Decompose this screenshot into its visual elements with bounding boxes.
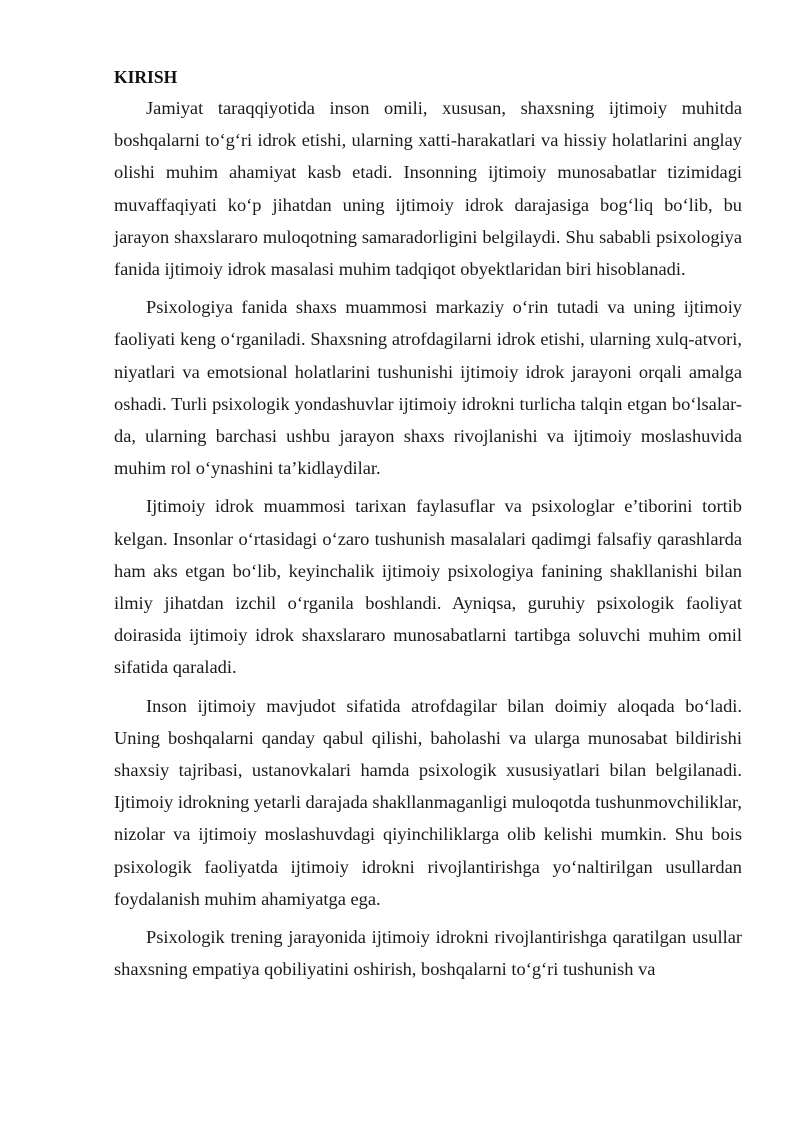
section-heading: KIRISH bbox=[114, 67, 178, 87]
paragraph-4: Inson ijtimoiy mavjudot sifatida atrofdagilar bilan doimiy aloqada bo‘ladi. Uning boshqalarni qanday qabul qilishi, baholashi va ularga munosabat bildirishi shaxsiy tajribasi, ustanovkalari hamda psixologik xususiyatlari bilan belgilanadi. Ijtimoiy idrokning yetarli darajada shakllanmaganligi muloqotda tushunmovchiliklar, nizolar va ijtimoiy moslashuvdagi qiyinchiliklarga olib kelishi mumkin. Shu bois psixologik faoliyatda ijtimoiy idrokni rivojlantirishga yo‘naltirilgan usullardan foydalanish muhim ahamiyatga ega. bbox=[114, 695, 742, 909]
paragraph-2: Psixologiya fanida shaxs muammosi markaziy o‘rin tutadi va uning ijtimoiy faoliyati keng o‘rganiladi. Shaxsning atrofdagilarni idrok etishi, ularning xulq-atvori, niyatlari va emotsional holatlarini tushunishi ijtimoiy idrok jarayoni orqali amalga oshadi. Turli psixologik yondashuvlar ijtimoiy idrokni turlicha talqin etgan bo‘lsalar-da, ularning barchasi ushbu jarayon shaxs rivojlanishi va ijtimoiy moslashuvida muhim rol o‘ynashini ta’kidlaydilar. bbox=[114, 297, 742, 479]
paragraph-3: Ijtimoiy idrok muammosi tarixan faylasuflar va psixologlar e’tiborini tortib kelgan. Insonlar o‘rtasidagi o‘zaro tushunish masalalari qadimgi falsafiy qarashlarda ham aks etgan bo‘lib, keyinchalik ijtimoiy psixologiya fanining shakllanishi bilan ilmiy jihatdan izchil o‘rganila boshlandi. Ayniqsa, guruhiy psixologik faoliyat doirasida ijtimoiy idrok shaxslararo munosabatlarni tartibga soluvchi muhim omil sifatida qaraladi. bbox=[114, 496, 742, 678]
paragraph-1: Jamiyat taraqqiyotida inson omili, xususan, shaxsning ijtimoiy muhitda boshqalarni to‘g‘ri idrok etishi, ularning xatti-harakatlari va hissiy holatlarini anglay olishi muhim ahamiyat kasb etadi. Insonning ijtimoiy munosabatlar tizimidagi muvaffaqiyati ko‘p jihatdan uning ijtimoiy idrok darajasiga bog‘liq bo‘lib, bu jarayon shaxslararo muloqotning samaradorligini belgilaydi. Shu sababli psixologiya fanida ijtimoiy idrok masalasi muhim tadqiqot obyektlaridan biri hisoblanadi. bbox=[114, 98, 742, 280]
document-body bbox=[114, 63, 742, 991]
paragraph-5: Psixologik trening jarayonida ijtimoiy idrokni rivojlantirishga qaratilgan usullar shaxsning empatiya qobiliyatini oshirish, boshqalarni to‘g‘ri tushunish va bbox=[114, 927, 742, 980]
